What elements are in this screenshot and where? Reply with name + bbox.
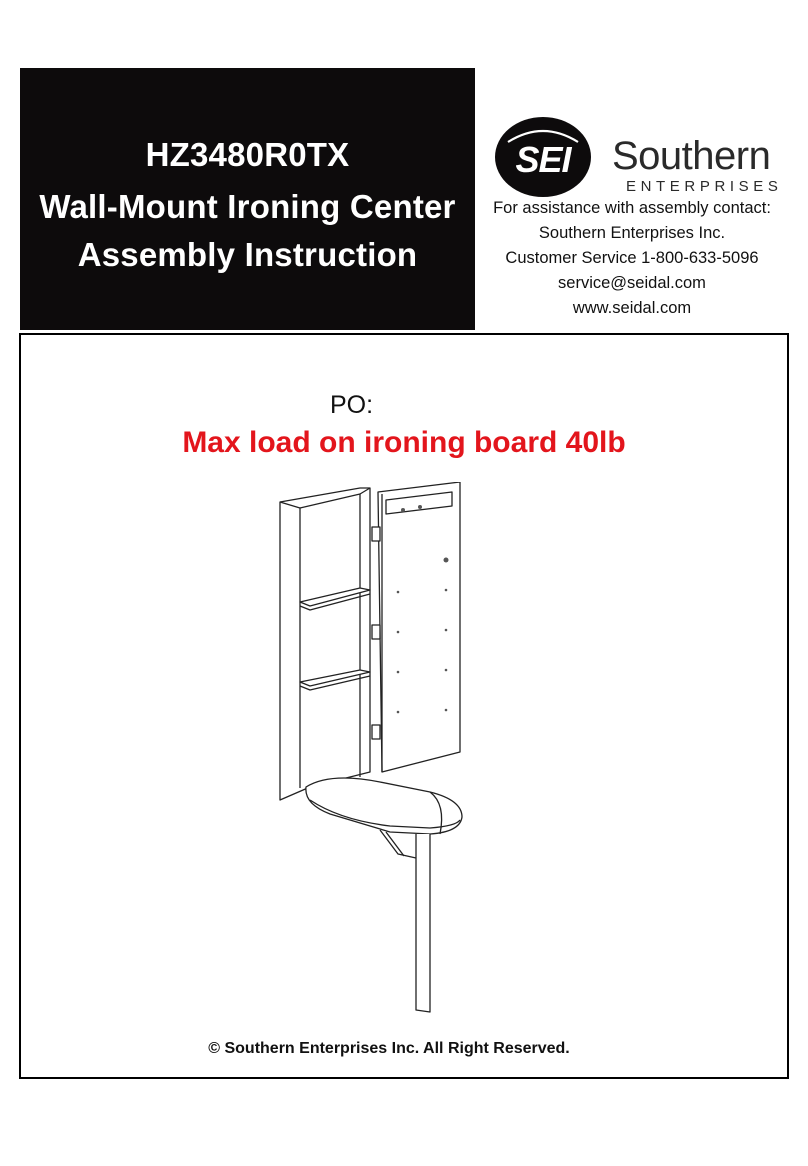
contact-phone: Customer Service 1-800-633-5096 [505,249,759,267]
sei-logo [494,116,794,198]
po-label: PO: [330,391,374,419]
document-type: Assembly Instruction [77,236,418,273]
contact-info [470,196,794,321]
model-number: HZ3480R0TX [145,136,350,173]
ironing-center-illustration [270,482,480,1022]
product-name: Wall-Mount Ironing Center [39,188,456,225]
logo-mark-text: SEI [515,139,571,180]
contact-email[interactable]: service@seidal.com [558,274,706,292]
max-load-warning: Max load on ironing board 40lb [182,426,626,459]
sei-logo-icon [494,116,592,198]
copyright-notice: © Southern Enterprises Inc. All Right Reserved. [208,1040,570,1057]
contact-company: Southern Enterprises Inc. [538,224,726,242]
logo-wordmark: Southern [612,134,771,178]
title-block [20,68,475,330]
logo-subtitle: ENTERPRISES [626,178,783,195]
contact-website[interactable]: www.seidal.com [572,299,692,317]
contact-intro: For assistance with assembly contact: [493,199,771,217]
